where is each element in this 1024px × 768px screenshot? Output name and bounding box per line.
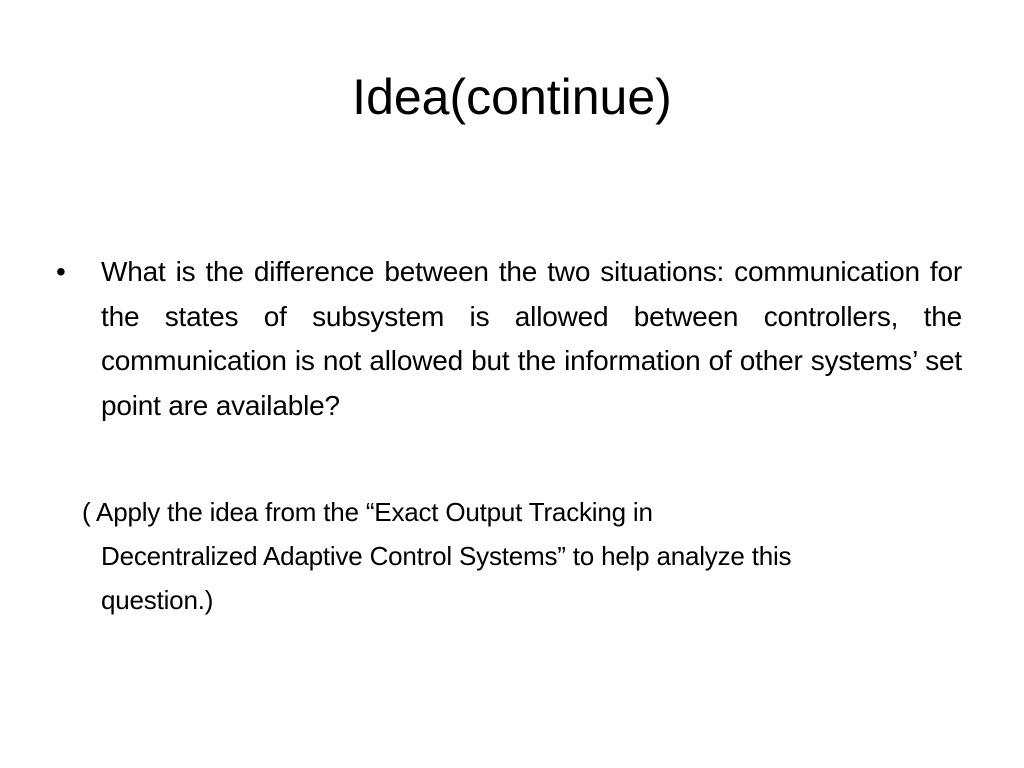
note-line: Decentralized Adaptive Control Systems” to help analyze this: [101, 541, 792, 571]
bullet-text: What is the difference between the two situations: communication for the states of subsystem is allowed between controllers, the communication is not allowed but the information of other systems’ set point are available?: [101, 256, 962, 421]
bullet-marker: •: [56, 256, 66, 287]
slide-title: Idea(continue): [352, 69, 672, 125]
note-line: ( Apply the idea from the “Exact Output Tracking in: [82, 497, 653, 527]
note-line: question.): [101, 585, 214, 615]
bullet-item: [56, 250, 962, 428]
note-paragraph: [82, 490, 962, 622]
